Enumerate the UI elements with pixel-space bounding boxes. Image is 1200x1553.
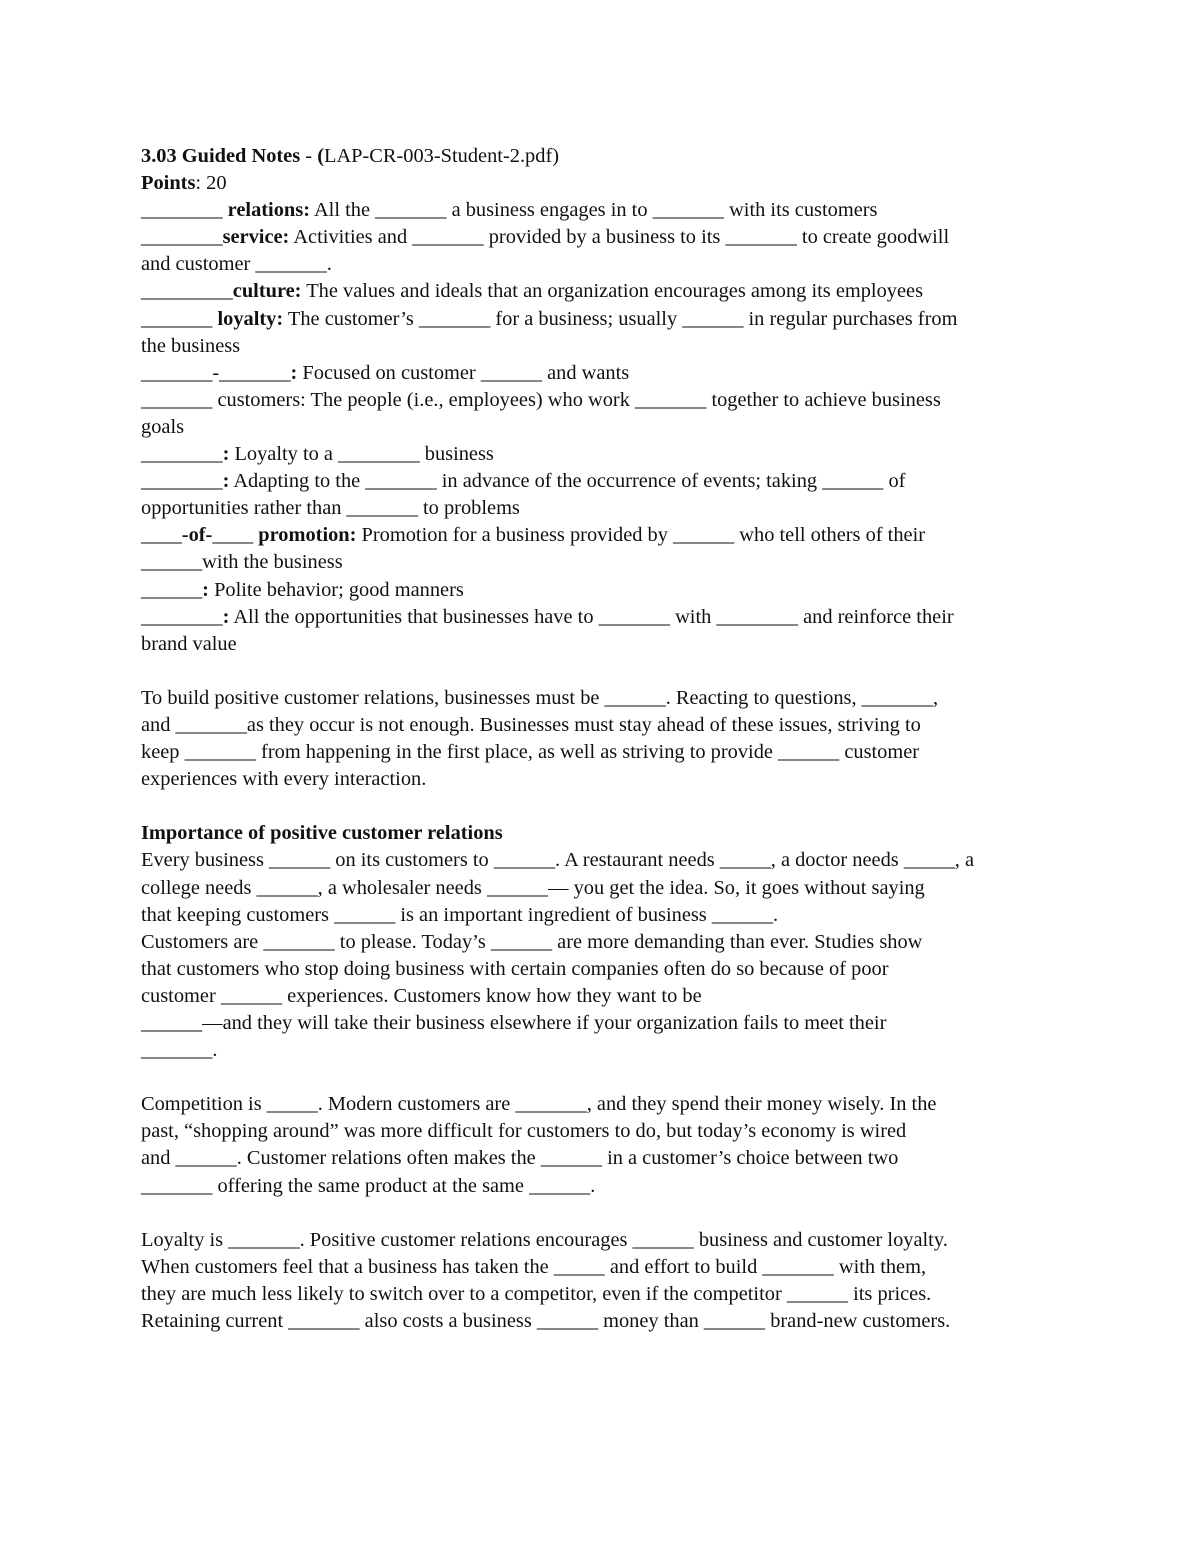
vocab-text: and customer _______. — [141, 253, 332, 276]
paragraph-line: When customers feel that a business has taken the _____ and effort to build _______ with them, — [141, 1255, 927, 1278]
vocab-line — [141, 631, 1071, 658]
vocabulary-list — [141, 197, 1071, 658]
vocab-text: Promotion for a business provided by ______ who tell others of their — [356, 524, 926, 547]
vocab-text: _________ — [141, 280, 233, 303]
document-page — [141, 143, 1071, 1335]
vocab-line — [141, 549, 1071, 576]
vocab-text: _______ customers: The people (i.e., employees) who work _______ together to achieve business — [141, 388, 941, 411]
vocab-line — [141, 333, 1071, 360]
paragraph-line: and _______as they occur is not enough. Businesses must stay ahead of these issues, striving to — [141, 713, 921, 736]
paragraph-line: and ______. Customer relations often makes the ______ in a customer’s choice between two — [141, 1147, 899, 1170]
vocab-text: ____ — [141, 524, 182, 547]
paragraph-line: _______. — [141, 1039, 218, 1062]
vocab-line — [141, 522, 1071, 549]
vocab-term: : — [290, 361, 298, 384]
paragraph-line: that keeping customers ______ is an important ingredient of business ______. — [141, 903, 779, 926]
paragraph-competition — [141, 1091, 1071, 1199]
vocab-text: ________ — [141, 443, 223, 466]
vocab-text: ____ — [212, 524, 259, 547]
paragraph-loyalty — [141, 1227, 1071, 1335]
vocab-line — [141, 360, 1071, 387]
vocab-term: promotion: — [258, 524, 357, 547]
spacer — [141, 1064, 1071, 1091]
vocab-text: brand value — [141, 632, 237, 655]
vocab-term: service: — [222, 226, 290, 249]
vocab-text: ______ — [141, 578, 203, 601]
paragraph-line: Every business ______ on its customers to ______. A restaurant needs _____, a doctor needs _____, a — [141, 849, 975, 872]
paragraph-line: Retaining current _______ also costs a business ______ money than ______ brand-new customers. — [141, 1310, 951, 1333]
vocab-text: Activities and _______ provided by a business to its _______ to create goodwill — [289, 226, 950, 249]
vocab-text: _______ — [141, 307, 218, 330]
paragraph-line: past, “shopping around” was more difficult for customers to do, but today’s economy is wired — [141, 1120, 907, 1143]
vocab-term: : — [222, 470, 230, 493]
section-heading: Importance of positive customer relations — [141, 822, 503, 845]
vocab-line — [141, 604, 1071, 631]
vocab-text: Focused on customer ______ and wants — [297, 361, 630, 384]
paragraph-line: ______—and they will take their business elsewhere if your organization fails to meet their — [141, 1012, 887, 1034]
document-title — [141, 143, 1071, 170]
paragraph-line: they are much less likely to switch over to a competitor, even if the competitor ______ its prices. — [141, 1282, 932, 1305]
vocab-line — [141, 468, 1071, 495]
vocab-text: All the _______ a business engages in to _______ with its customers — [309, 199, 878, 222]
paragraph-importance — [141, 847, 1071, 1064]
vocab-text: ________ — [141, 605, 223, 628]
vocab-line — [141, 414, 1071, 441]
points-label: Points — [141, 172, 196, 195]
vocab-line — [141, 495, 1071, 522]
vocab-text: ______with the business — [141, 551, 343, 574]
paragraph-line: college needs ______, a wholesaler needs ______— you get the idea. So, it goes without saying — [141, 876, 925, 899]
vocab-text: The customer’s _______ for a business; usually ______ in regular purchases from — [283, 307, 958, 330]
paragraph-line: To build positive customer relations, businesses must be ______. Reacting to questions, _______, — [141, 686, 939, 709]
vocab-text: ________ — [141, 199, 228, 222]
vocab-term: : — [222, 443, 230, 466]
paragraph-line: Customers are _______ to please. Today’s ______ are more demanding than ever. Studies show — [141, 930, 923, 953]
vocab-term: : — [202, 578, 209, 601]
vocab-line — [141, 306, 1071, 333]
paragraph-line: _______ offering the same product at the same ______. — [141, 1174, 596, 1197]
spacer — [141, 793, 1071, 820]
title-label: 3.03 Guided Notes — [141, 145, 301, 167]
vocab-line — [141, 224, 1071, 251]
vocab-term: culture: — [232, 280, 302, 303]
vocab-line — [141, 278, 1071, 305]
paragraph-line: experiences with every interaction. — [141, 768, 427, 791]
vocab-text: the business — [141, 334, 241, 357]
vocab-text: goals — [141, 415, 185, 438]
paragraph-line: Loyalty is _______. Positive customer relations encourages ______ business and customer loyalty. — [141, 1228, 948, 1251]
paragraph-line: keep _______ from happening in the first place, as well as striving to provide ______ customer — [141, 741, 920, 764]
vocab-text: Polite behavior; good manners — [208, 578, 464, 601]
vocab-text: Loyalty to a ________ business — [229, 443, 494, 466]
spacer — [141, 1200, 1071, 1227]
paragraph-line: Competition is _____. Modern customers are _______, and they spend their money wisely. In the — [141, 1093, 937, 1116]
vocab-line — [141, 387, 1071, 414]
points-line — [141, 170, 1071, 197]
vocab-text: All the opportunities that businesses have to _______ with ________ and reinforce their — [229, 605, 954, 628]
title-paren: ( — [317, 145, 324, 167]
vocab-term: relations: — [227, 199, 310, 222]
points-value: : 20 — [195, 172, 227, 195]
vocab-text: _______-_______ — [141, 361, 291, 384]
vocab-line — [141, 441, 1071, 468]
vocab-text: ________ — [141, 470, 223, 493]
title-source: LAP-CR-003-Student-2.pdf) — [323, 145, 560, 167]
title-separator: - — [300, 145, 318, 167]
spacer — [141, 658, 1071, 685]
vocab-text: Adapting to the _______ in advance of the occurrence of events; taking ______ of — [229, 470, 906, 493]
vocab-line — [141, 251, 1071, 278]
vocab-text: opportunities rather than _______ to problems — [141, 497, 520, 520]
vocab-text: The values and ideals that an organization encourages among its employees — [301, 280, 924, 303]
vocab-line — [141, 577, 1071, 604]
paragraph-line: customer ______ experiences. Customers know how they want to be — [141, 984, 702, 1007]
paragraph-line: that customers who stop doing business with certain companies often do so because of poor — [141, 957, 889, 980]
vocab-text: ________ — [141, 226, 223, 249]
vocab-term: -of- — [181, 524, 213, 547]
vocab-term: loyalty: — [217, 307, 284, 330]
paragraph-intro — [141, 685, 1071, 793]
vocab-term: : — [222, 605, 230, 628]
vocab-line — [141, 197, 1071, 224]
